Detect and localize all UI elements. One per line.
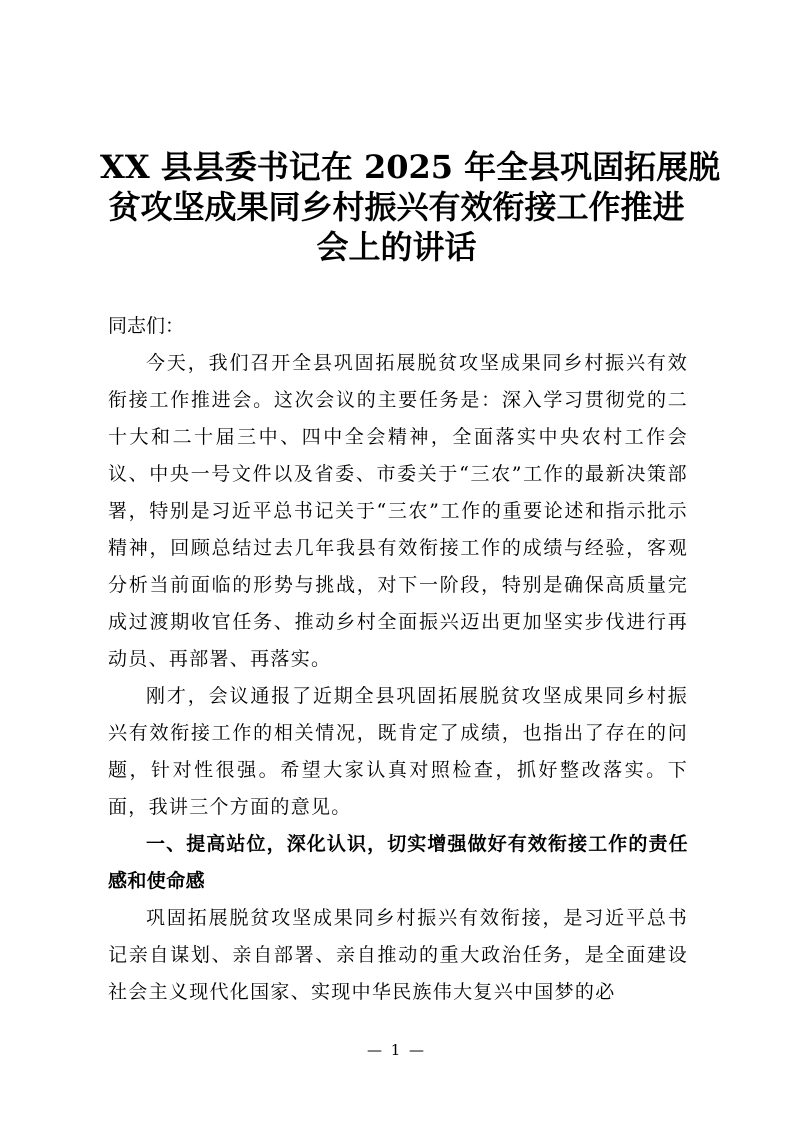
page-number: — 1 — [366, 1041, 427, 1059]
title-line-3: 会上的讲话 [316, 228, 477, 266]
document-title [100, 147, 721, 267]
document-body [108, 308, 688, 1011]
title-line-2: 贫攻坚成果同乡村振兴有效衔接工作推进 [108, 188, 685, 226]
paragraph-context: 刚才，会议通报了近期全县巩固拓展脱贫攻坚成果同乡村振兴有效衔接工作的相关情况，既肯定了成绩，也指出了存在的问题，针对性很强。希望大家认真对照检查，抓好整改落实。下面，我讲三个方面的意见。 [108, 685, 688, 818]
paragraph-opening: 今天，我们召开全县巩固拓展脱贫攻坚成果同乡村振兴有效衔接工作推进会。这次会议的主要任务是：深入学习贯彻党的二十大和二十届三中、四中全会精神，全面落实中央农村工作会议、中央一号文件以及省委、市委关于“三农”工作的最新决策部署，特别是习近平总书记关于“三农”工作的重要论述和指示批示精神，回顾总结过去几年我县有效衔接工作的成绩与经验，客观分析当前面临的形势与挑战，对下一阶段，特别是确保高质量完成过渡期收官任务、推动乡村全面振兴迈出更加坚实步伐进行再动员、再部署、再落实。 [108, 352, 688, 670]
section-1-paragraph: 巩固拓展脱贫攻坚成果同乡村振兴有效衔接，是习近平总书记亲自谋划、亲自部署、亲自推动的重大政治任务，是全面建设社会主义现代化国家、实现中华民族伟大复兴中国梦的必 [108, 907, 688, 1003]
salutation: 同志们： [108, 315, 185, 337]
title-line-1: XX 县县委书记在 2025 年全县巩固拓展脱 [100, 148, 721, 186]
section-heading-1: 一、提高站位，深化认识，切实增强做好有效衔接工作的责任感和使命感 [108, 833, 688, 892]
